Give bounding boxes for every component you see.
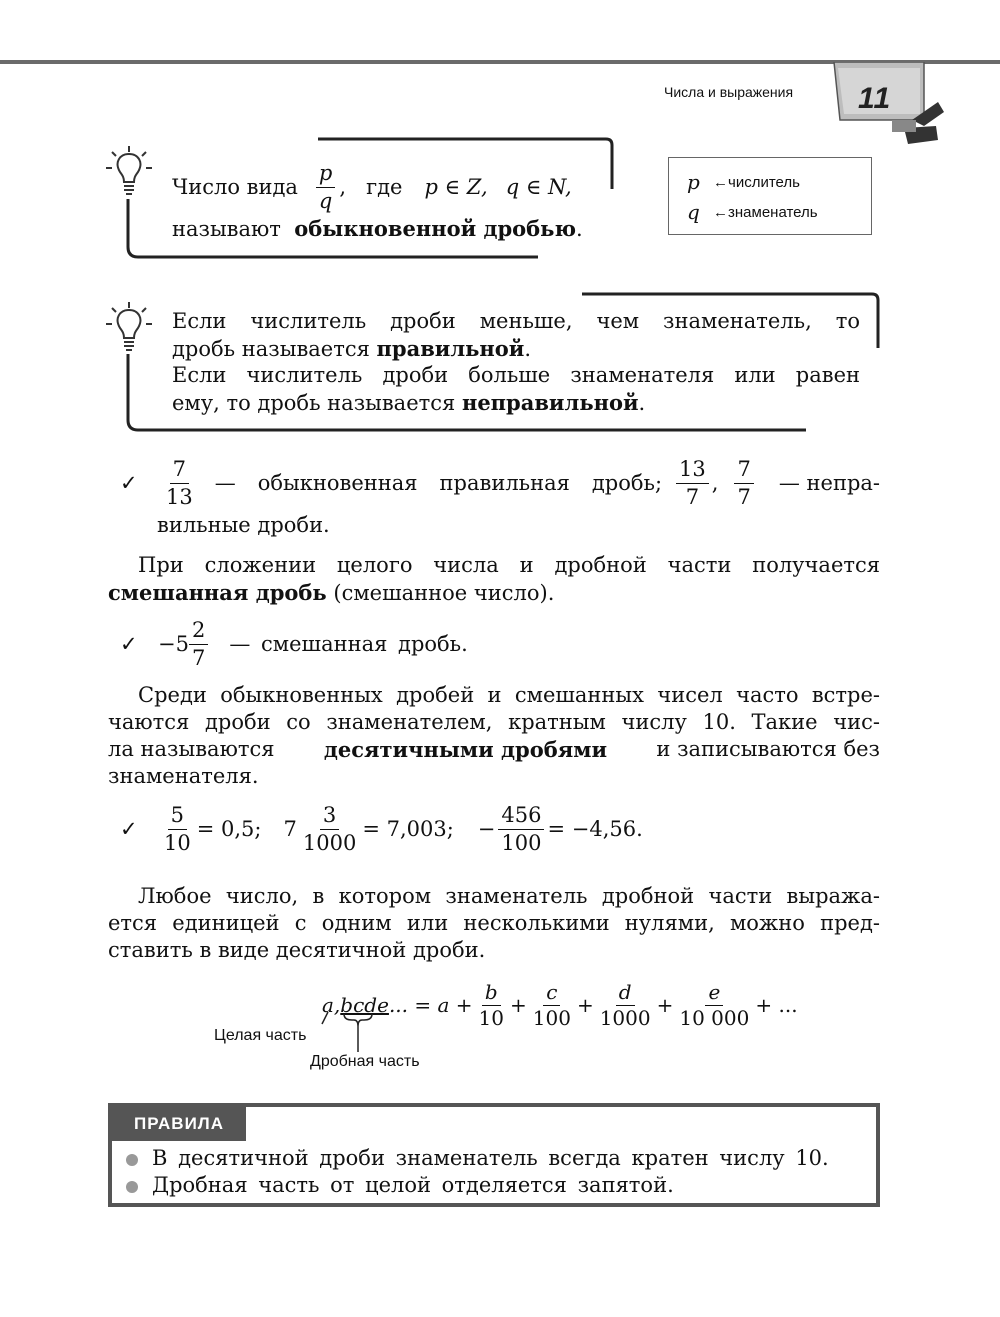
section-title: Числа и выражения [664,84,794,100]
numerator-denominator-legend: p ←числитель q ←знаменатель [668,157,872,235]
fraction: $\frac{5}{10}$ [164,803,191,855]
decimal-paragraph: Среди обыкновенных дробей и смешанных чисел часто встре- чаются дроби со знаменателем, кратным числу 10. Такие чис- ла называются десятичными дробями и записываются без знаменателя. [108,683,880,788]
checkmark-icon: ✓ [120,632,138,656]
formula-brace-icon [320,1010,400,1056]
fraction: $\frac{7}{7}$ [734,458,753,507]
definition-1: Число вида $\frac{p}{q}$ , где p ∈ Z, q ∈ N, называют обыкновенной дробью. [172,161,583,241]
bullet-icon [126,1154,138,1166]
fraction: $\frac{13}{7}$ [676,458,709,507]
label-whole-part: Целая часть [214,1027,307,1044]
fraction: $\frac{2}{7}$ [189,619,208,668]
rule-item: Дробная часть от целой отделяется запятой. [126,1172,866,1199]
rules-box [108,1103,880,1207]
example-3: ✓ $\frac{5}{10}$ = 0,5; 7 $\frac{3}{1000}$ = 7,003; − $\frac{456}{100}$ = −4,56. [120,803,643,855]
definition-2: Если числитель дроби меньше, чем знаменатель, то дробь называется правильной. Если числитель дроби больше знаменателя или равен ему, то дробь называется неправильной. [172,309,860,415]
decimal-expansion-formula: a, bcde ... = a + $\frac{b}{10}$ + $\frac{c}{100}$ + $\frac{d}{1000}$ + $\frac{e}{10 000}$ + ... [322,979,798,1030]
fraction: $\frac{456}{100}$ [498,804,544,853]
checkmark-icon: ✓ [120,817,138,841]
mixed-fraction-paragraph: При сложении целого числа и дробной части получается смешанная дробь (смешанное число). [108,553,880,605]
page-number: 11 [858,82,892,115]
fraction: $\frac{b}{10}$ [478,979,504,1030]
rule-item: В десятичной дроби знаменатель всегда кратен числу 10. [126,1145,866,1172]
any-number-paragraph: Любое число, в котором знаменатель дробной части выража- ется единицей с одним или несколькими нулями, можно пред- ставить в виде десятичной дроби. [108,884,880,962]
checkmark-icon: ✓ [120,471,138,495]
fraction: $\frac{d}{1000}$ [599,979,651,1030]
fraction: $\frac{3}{1000}$ [302,803,357,855]
fraction: $\frac{e}{10 000}$ [679,979,750,1030]
rules-title: ПРАВИЛА [112,1107,246,1141]
fraction-p-over-q: $\frac{p}{q}$ [316,162,335,211]
bullet-icon [126,1181,138,1193]
fraction-digits: bcde [340,993,389,1017]
label-fraction-part: Дробная часть [310,1053,420,1070]
fraction: $\frac{c}{100}$ [532,979,571,1030]
example-1: ✓ $\frac{7}{13}$ — обыкновенная правильная дробь; $\frac{13}{7}$ , $\frac{7}{7}$ — непра- вильные дроби. [120,457,880,537]
fraction: $\frac{7}{13}$ [166,457,193,509]
example-2: ✓ −5 $\frac{2}{7}$ — смешанная дробь. [120,618,468,670]
